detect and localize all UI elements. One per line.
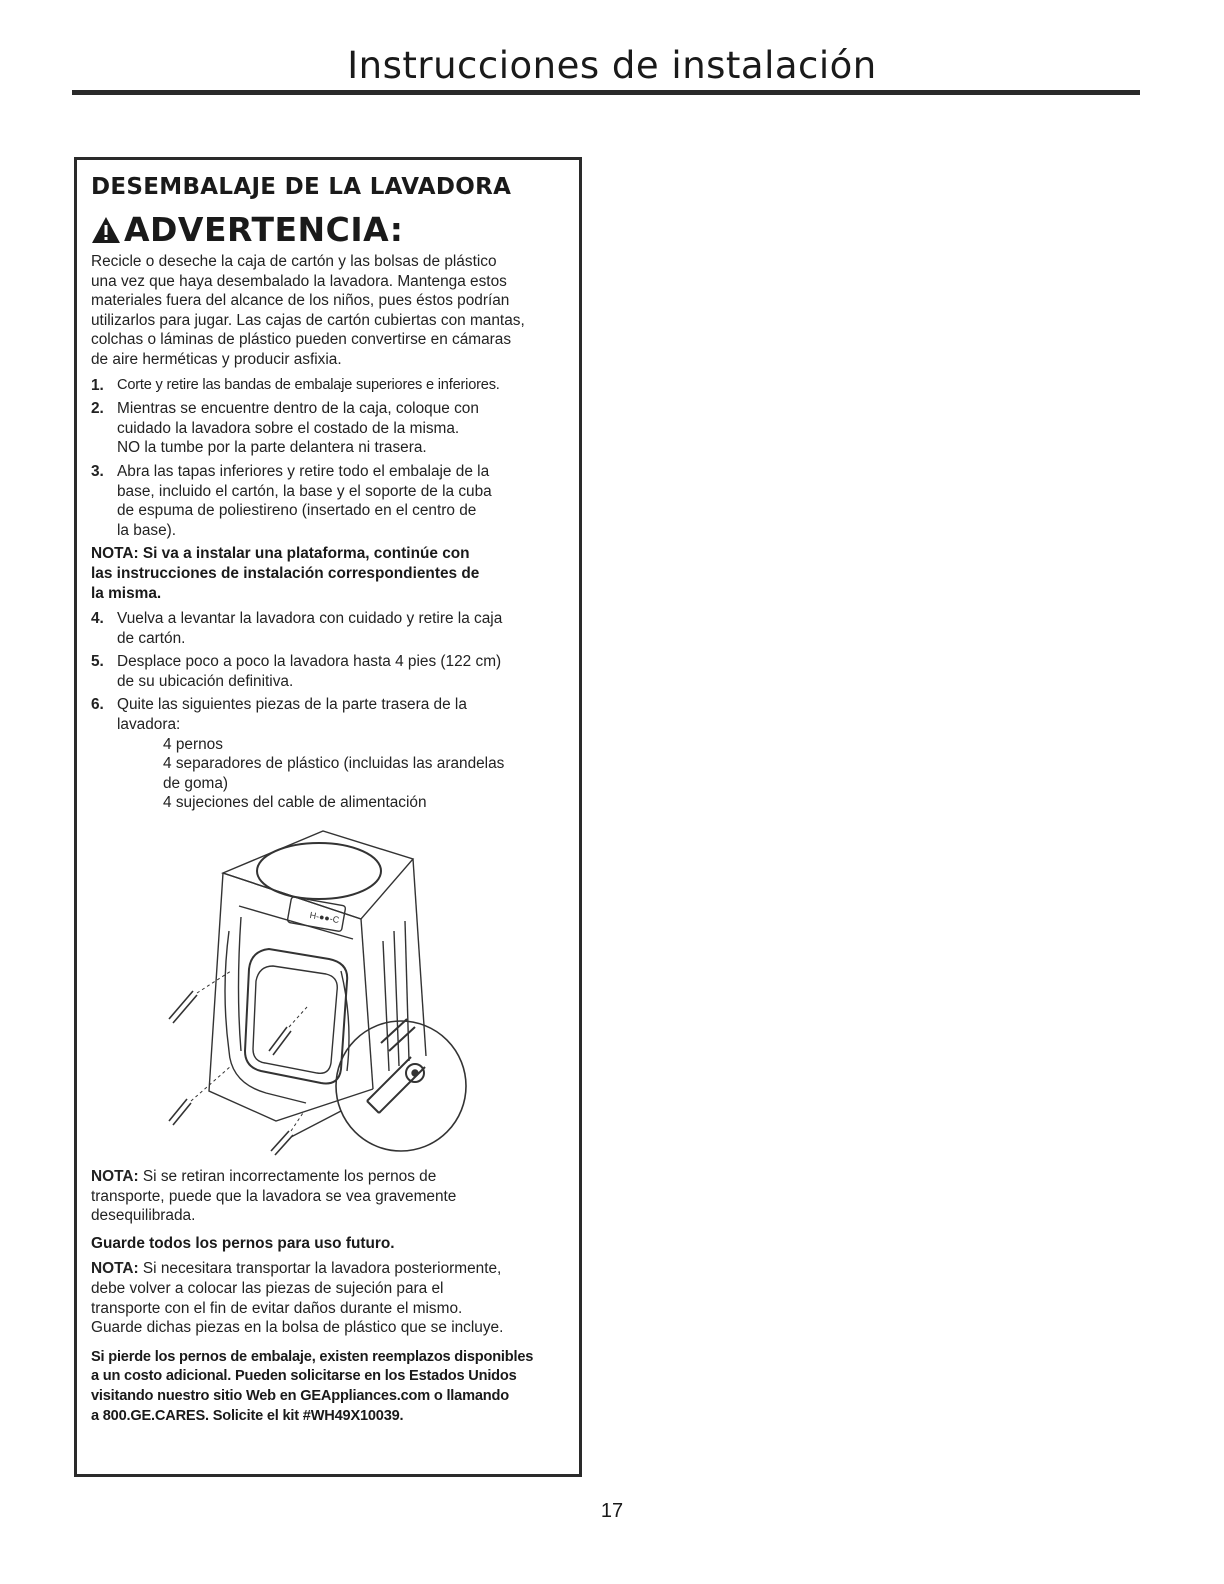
- steps-list-b: [91, 609, 565, 813]
- platform-note: NOTA: Si va a instalar una plataforma, continúe con las instrucciones de instalación correspondientes de la misma.: [91, 545, 480, 602]
- warning-triangle-icon: [91, 216, 121, 244]
- warning-heading: [91, 210, 565, 250]
- section-title: DESEMBALAJE DE LA LAVADORA: [91, 174, 512, 200]
- step-6: 6. Quite las siguientes piezas de la parte trasera de la lavadora: 4 pernos 4 separadores de plástico (incluidas las arandelas de goma) 4 sujeciones del cable de alimentación: [91, 695, 565, 813]
- steps-list-a: [91, 376, 565, 541]
- page-number: 17: [600, 1500, 624, 1522]
- note-incorrect-removal: NOTA: Si se retiran incorrectamente los pernos de transporte, puede que la lavadora se vea gravemente desequilibrada.: [91, 1168, 457, 1225]
- step-4: 4. Vuelva a levantar la lavadora con cuidado y retire la caja de cartón.: [91, 610, 503, 647]
- warning-label: ADVERTENCIA:: [124, 210, 404, 249]
- replacement-info: Si pierde los pernos de embalaje, existen reemplazos disponibles a un costo adicional. Pueden solicitarse en los Estados Unidos visitando nuestro sitio Web en GEAppliances.com o llamando a 800.GE.CARES. Solicite el kit #WH49X10039.: [91, 1348, 534, 1424]
- step-2: 2. Mientras se encuentre dentro de la caja, coloque con cuidado la lavadora sobre el costado de la misma. NO la tumbe por la parte delantera ni trasera.: [91, 400, 479, 457]
- step-1: 1. Corte y retire las bandas de embalaje superiores e inferiores.: [91, 376, 500, 394]
- svg-text:H-●●-C: H-●●-C: [308, 910, 341, 926]
- step-3: 3. Abra las tapas inferiores y retire todo el embalaje de la base, incluido el cartón, la base y el soporte de la cuba de espuma de poliestireno (insertado en el centro de la base).: [91, 462, 492, 539]
- title-rule: [72, 90, 1140, 95]
- keep-bolts-text: Guarde todos los pernos para uso futuro.: [91, 1234, 395, 1252]
- page-title: Instrucciones de instalación: [347, 44, 877, 87]
- warning-text: Recicle o deseche la caja de cartón y las bolsas de plástico una vez que haya desembalado la lavadora. Mantenga estos materiales fuera del alcance de los niños, pues éstos podrían utilizarlos para jugar. Las cajas de cartón cubiertas con mantas, colchas o láminas de plástico pueden convertirse en cámaras de aire herméticas y producir asfixia.: [91, 253, 525, 368]
- note-transport: NOTA: Si necesitara transportar la lavadora posteriormente, debe volver a colocar las piezas de sujeción para el transporte con el fin de evitar daños durante el mismo. Guarde dichas piezas en la bolsa de plástico que se incluye.: [91, 1260, 504, 1337]
- washer-rear-illustration: [91, 821, 565, 1161]
- parts-list: 4 pernos 4 separadores de plástico (incluidas las arandelas de goma) 4 sujeciones del cable de alimentación: [163, 735, 505, 812]
- step-5: 5. Desplace poco a poco la lavadora hasta 4 pies (122 cm) de su ubicación definitiva.: [91, 653, 502, 690]
- unpacking-section: [74, 157, 582, 1477]
